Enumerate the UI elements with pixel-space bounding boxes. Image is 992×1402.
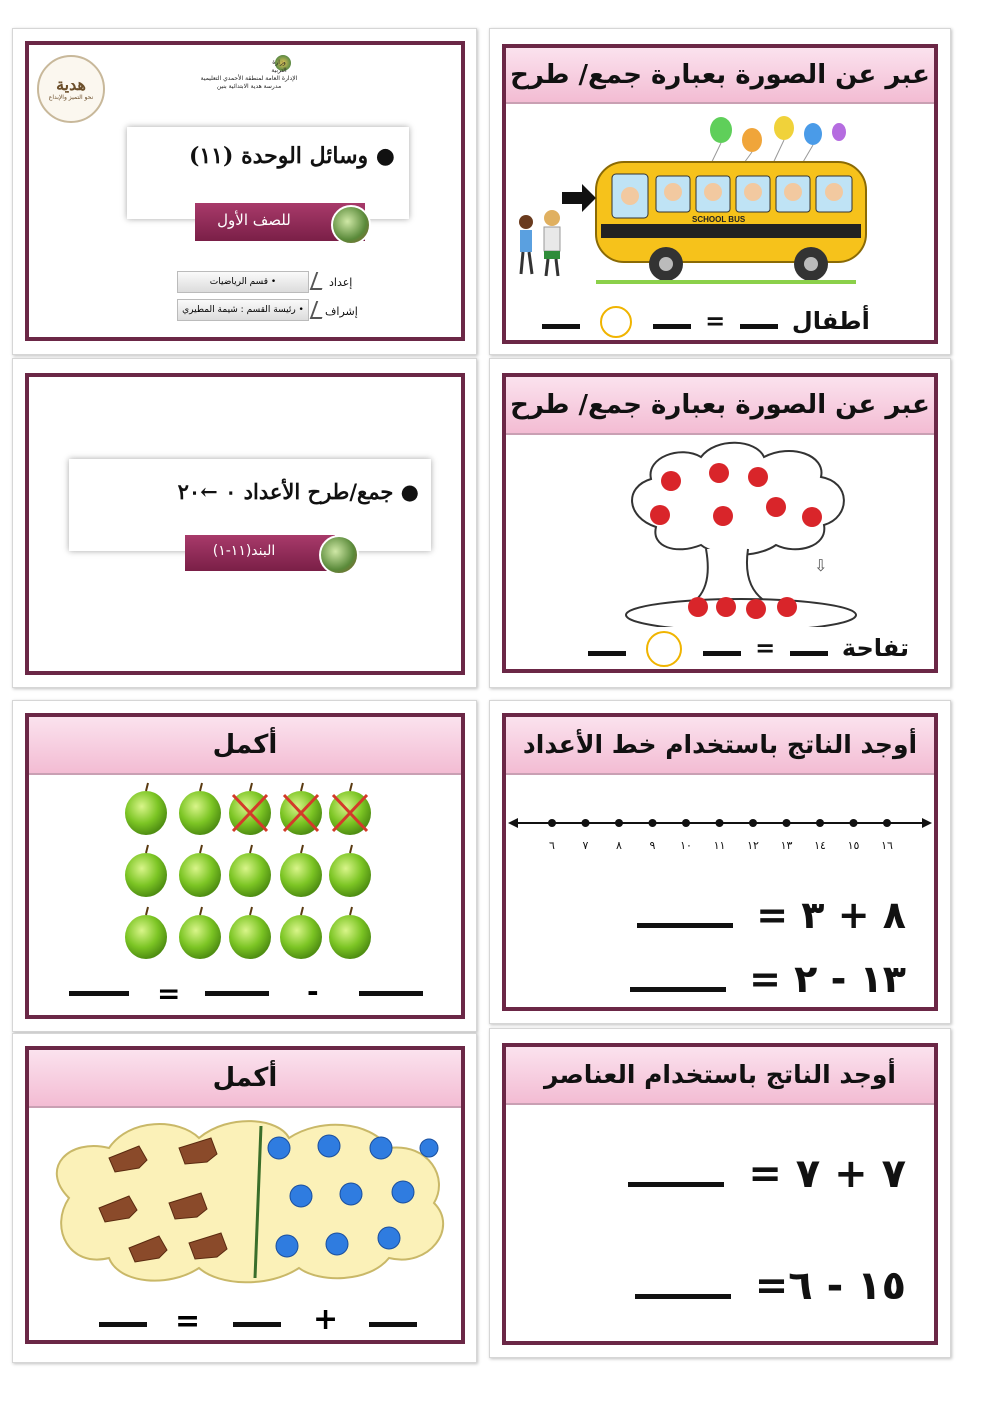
numberline-eq1 xyxy=(637,893,906,937)
bus-illustration xyxy=(506,104,934,284)
blank-answer[interactable] xyxy=(740,324,778,329)
tree-header: عبر عن الصورة بعبارة جمع/ طرح xyxy=(506,377,934,435)
ministry-line: التربية xyxy=(271,67,287,74)
birds-answer-row xyxy=(99,1302,429,1340)
blank-operand[interactable] xyxy=(369,1322,417,1327)
down-arrow-icon: ⇩ xyxy=(814,556,828,575)
birds-card xyxy=(12,1033,477,1363)
logo-subtext: نحو التميز والإبداع xyxy=(48,94,94,101)
elements-frame xyxy=(502,1043,938,1345)
tree-frame xyxy=(502,373,938,673)
blank-operand[interactable] xyxy=(653,324,691,329)
number-line-label: ٧ xyxy=(582,839,589,852)
plus-sign: + xyxy=(313,1302,339,1337)
bus-answer-row xyxy=(536,306,870,338)
grade-label: للصف الأول xyxy=(217,211,291,229)
blank-answer[interactable] xyxy=(99,1322,147,1327)
number-line-label: ٦ xyxy=(549,839,555,852)
number-line-point xyxy=(615,819,623,827)
apples-card xyxy=(12,700,477,1032)
ministry-line: وزارة xyxy=(272,59,286,66)
title-text: ● وسائل الوحدة (١١) xyxy=(188,143,395,169)
tree-answer-word: تفاحة xyxy=(841,634,910,662)
blank-operand[interactable] xyxy=(542,324,580,329)
blank-operand[interactable] xyxy=(588,651,626,656)
eq1-text: ٨ + ٣ = xyxy=(756,893,906,937)
supervision-field: • رئيسة القسم : شيمة المطيري xyxy=(177,299,309,321)
ministry-line: الإدارة العامة لمنطقة الأحمدي التعليمية xyxy=(200,75,298,82)
blank-operand[interactable] xyxy=(233,1322,281,1327)
number-line-point xyxy=(548,819,556,827)
logo-text: هدية xyxy=(56,75,86,94)
number-line-label: ١٠ xyxy=(680,839,692,852)
number-line-label: ١١ xyxy=(713,839,726,852)
number-line-point xyxy=(883,819,891,827)
apples-answer-row xyxy=(69,975,429,1010)
prep-value: قسم الرياضيات xyxy=(209,277,269,287)
bus-frame xyxy=(502,44,938,344)
eq2-text: ١٣ - ٢ = xyxy=(749,957,906,1001)
eq1-text: ٧ + ٧ = xyxy=(748,1151,906,1197)
bus-answer-word: أطفال xyxy=(791,307,870,335)
numberline-card xyxy=(489,700,951,1024)
bus-label: SCHOOL BUS xyxy=(692,215,746,224)
ministry-block xyxy=(199,59,299,91)
green-apples-grid xyxy=(29,777,459,977)
cover2-title-label: جمع/طرح الأعداد ٠ ←٢٠ xyxy=(177,479,394,504)
number-line-point xyxy=(816,819,824,827)
blank-answer[interactable] xyxy=(790,651,828,656)
ministry-line: مدرسة هدية الابتدائية بنين xyxy=(216,83,282,90)
apple-tree-illustration xyxy=(506,437,934,627)
apples-header: أكمل xyxy=(29,717,461,775)
number-line-point xyxy=(850,819,858,827)
elements-eq1 xyxy=(628,1151,906,1197)
globe-icon xyxy=(319,535,359,575)
bus-card xyxy=(489,28,951,355)
operator-circle[interactable] xyxy=(600,306,632,338)
blank-operand[interactable] xyxy=(359,991,423,996)
blank-answer[interactable] xyxy=(628,1182,724,1187)
eq2-text: ١٥ - ٦= xyxy=(754,1263,906,1309)
prep-arrow-icon xyxy=(310,272,329,290)
cover-frame xyxy=(25,41,465,341)
elements-eq2 xyxy=(635,1263,906,1309)
number-line-point xyxy=(749,819,757,827)
number-line-point xyxy=(682,819,690,827)
cover2-frame xyxy=(25,373,465,675)
blank-answer[interactable] xyxy=(630,987,726,992)
supervision-label: إشراف xyxy=(325,305,358,318)
cover-card xyxy=(12,28,477,355)
blank-operand[interactable] xyxy=(205,991,269,996)
school-logo xyxy=(37,55,105,123)
prep-field: • قسم الرياضيات xyxy=(177,271,309,293)
elements-header: أوجد الناتج باستخدام العناصر xyxy=(506,1047,934,1105)
number-line-label: ٩ xyxy=(649,839,656,852)
numberline-frame xyxy=(502,713,938,1011)
bus-header: عبر عن الصورة بعبارة جمع/ طرح xyxy=(506,48,934,104)
blank-answer[interactable] xyxy=(637,923,733,928)
apples-frame xyxy=(25,713,465,1019)
blank-answer[interactable] xyxy=(635,1294,731,1299)
number-line-label: ١٤ xyxy=(814,839,826,852)
number-line-label: ١٦ xyxy=(881,839,893,852)
supervision-value: رئيسة القسم : شيمة المطيري xyxy=(182,305,296,315)
number-line xyxy=(506,811,934,861)
elements-card xyxy=(489,1028,951,1358)
equals-sign: = xyxy=(157,977,181,1010)
number-line-label: ١٣ xyxy=(780,839,793,852)
equals-sign: = xyxy=(705,307,726,335)
blank-answer[interactable] xyxy=(69,991,129,996)
number-line-label: ١٢ xyxy=(747,839,759,852)
number-line-point xyxy=(716,819,724,827)
birds-frame xyxy=(25,1046,465,1344)
tree-card xyxy=(489,358,951,688)
title-label: وسائل الوحدة (١١) xyxy=(188,143,369,169)
number-line-point xyxy=(649,819,657,827)
number-line-label: ٨ xyxy=(616,839,622,852)
minus-sign: - xyxy=(307,975,319,1008)
equals-sign: = xyxy=(175,1304,201,1339)
number-line-point xyxy=(783,819,791,827)
numberline-eq2 xyxy=(630,957,906,1001)
birds-illustration xyxy=(29,1108,459,1288)
prep-label: إعداد xyxy=(329,276,353,289)
number-line-label: ١٥ xyxy=(847,839,860,852)
equals-sign: = xyxy=(755,634,776,662)
operator-circle[interactable] xyxy=(646,631,682,667)
tree-answer-row xyxy=(582,631,909,667)
cover2-title: ● جمع/طرح الأعداد ٠ ←٢٠ xyxy=(177,479,419,504)
cover2-card xyxy=(12,358,477,688)
birds-header: أكمل xyxy=(29,1050,461,1108)
globe-icon xyxy=(331,205,371,245)
number-line-point xyxy=(582,819,590,827)
blank-operand[interactable] xyxy=(703,651,741,656)
item-label: البند(١١-١) xyxy=(212,543,276,559)
numberline-header: أوجد الناتج باستخدام خط الأعداد xyxy=(506,717,934,775)
